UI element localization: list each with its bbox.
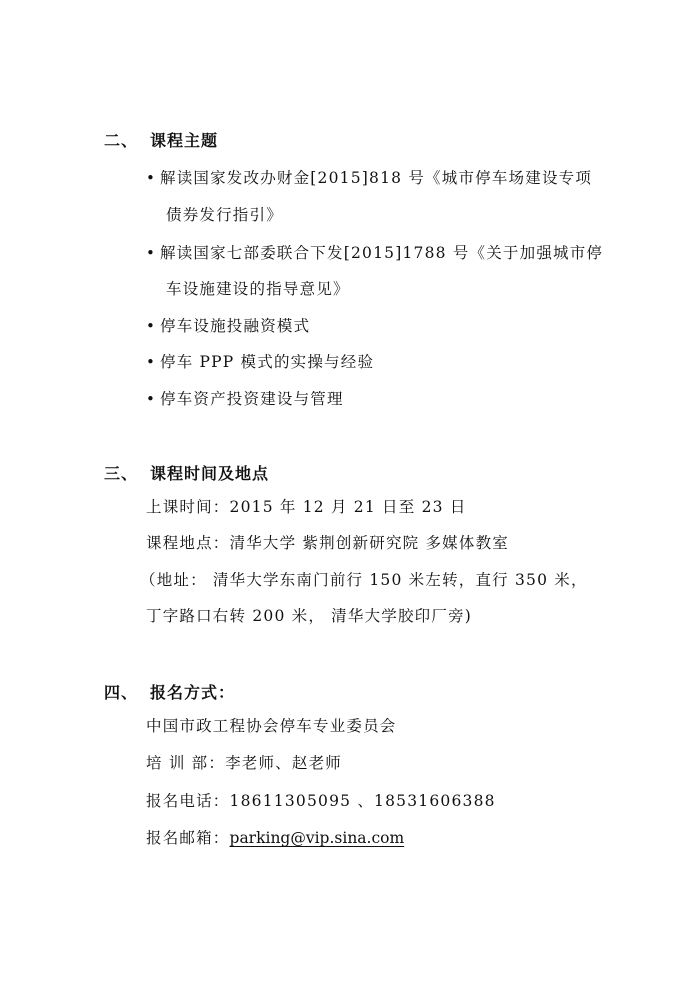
course-place-line [146, 533, 509, 553]
list-item-continuation: 车设施建设的指导意见》 [166, 280, 350, 298]
phone-value: 18611305095 、18531606388 [229, 792, 496, 810]
list-item-text: 解读国家七部委联合下发[2015]1788 号《关于加强城市停 [160, 244, 604, 262]
training-dept-line [146, 753, 342, 773]
course-time-value: 2015 年 12 月 21 日至 23 日 [229, 498, 467, 516]
list-item-text: 解读国家发改办财金[2015]818 号《城市停车场建设专项 [160, 169, 593, 187]
organizer-name: 中国市政工程协会停车专业委员会 [146, 717, 397, 735]
bullet-icon: • [146, 169, 157, 187]
training-dept-value: 李老师、赵老师 [225, 754, 342, 772]
address-line: 丁字路口右转 200 米， 清华大学胶印厂旁) [146, 607, 473, 625]
bullet-icon: • [146, 353, 157, 371]
bullet-icon: • [146, 244, 157, 262]
list-item [146, 168, 592, 188]
training-dept-label: 培 训 部： [146, 754, 226, 772]
course-time-label: 上课时间： [146, 498, 230, 516]
section-title: 课程时间及地点 [150, 464, 270, 483]
section-number: 三、 [104, 464, 139, 483]
list-item-text: 停车资产投资建设与管理 [160, 390, 344, 408]
address-line: （地址： 清华大学东南门前行 150 米左转，直行 350 米， [140, 571, 588, 589]
bullet-icon: • [146, 317, 157, 335]
list-item [146, 352, 374, 372]
course-time-line [146, 497, 467, 517]
list-item [146, 316, 310, 336]
section-heading-registration [104, 680, 235, 703]
section-title: 课程主题 [150, 131, 219, 150]
email-label: 报名邮箱： [146, 829, 230, 847]
course-place-value: 清华大学 紫荆创新研究院 多媒体教室 [229, 534, 509, 552]
course-place-label: 课程地点： [146, 534, 230, 552]
email-link[interactable]: parking@vip.sina.com [229, 829, 405, 847]
section-heading-course-topics [104, 128, 218, 151]
section-title: 报名方式： [150, 683, 236, 702]
list-item [146, 389, 344, 409]
section-heading-time-place [104, 461, 269, 484]
list-item-text: 停车 PPP 模式的实操与经验 [160, 353, 375, 371]
phone-label: 报名电话： [146, 792, 230, 810]
section-number: 二、 [104, 131, 139, 150]
email-line [146, 828, 404, 848]
section-number: 四、 [104, 683, 139, 702]
list-item [146, 243, 603, 263]
list-item-continuation: 债券发行指引》 [166, 206, 283, 224]
phone-line [146, 791, 496, 811]
bullet-icon: • [146, 390, 157, 408]
list-item-text: 停车设施投融资模式 [160, 317, 311, 335]
